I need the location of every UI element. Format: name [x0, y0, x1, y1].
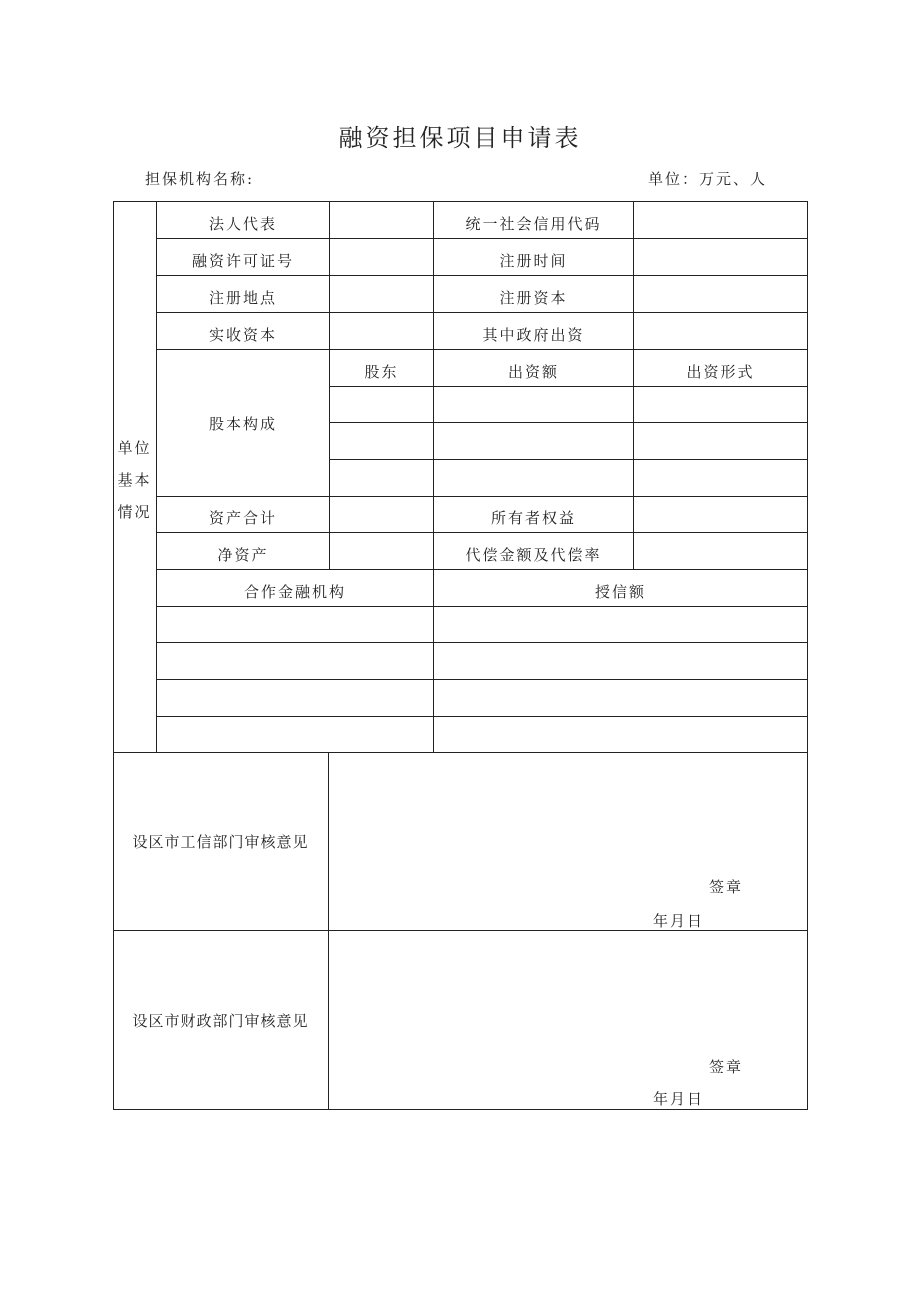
credit-line-cell[interactable] — [434, 643, 807, 679]
section-label-line2: 基本 — [117, 471, 152, 489]
industry-dept-opinion-area[interactable] — [329, 753, 807, 930]
industry-dept-opinion-label: 设区市工信部门审核意见 — [132, 833, 309, 851]
org-name-label: 担保机构名称: — [145, 170, 255, 188]
contribution-form-cell[interactable] — [634, 460, 807, 496]
contribution-amount-cell[interactable] — [434, 423, 633, 459]
finance-seal-label: 签章 — [709, 1058, 744, 1076]
license-no-value[interactable] — [330, 239, 433, 275]
gov-capital-label: 其中政府出资 — [482, 325, 585, 344]
partner-institution-cell[interactable] — [157, 717, 433, 752]
contribution-amount-header: 出资额 — [507, 362, 559, 381]
paid-capital-value[interactable] — [330, 313, 433, 349]
shareholder-cell[interactable] — [330, 387, 433, 422]
gov-capital-value[interactable] — [634, 313, 807, 349]
owner-equity-label: 所有者权益 — [490, 509, 576, 527]
credit-line-cell[interactable] — [434, 717, 807, 752]
legal-rep-value[interactable] — [330, 202, 433, 238]
contribution-form-cell[interactable] — [634, 387, 807, 422]
owner-equity-value[interactable] — [634, 497, 807, 532]
shareholder-cell[interactable] — [330, 423, 433, 459]
compensation-value[interactable] — [634, 533, 807, 569]
reg-place-label: 注册地点 — [208, 288, 277, 307]
finance-dept-opinion-area[interactable] — [329, 931, 807, 1109]
total-assets-value[interactable] — [330, 497, 433, 532]
form-title: 融资担保项目申请表 — [338, 124, 582, 152]
credit-line-header: 授信额 — [594, 582, 646, 601]
equity-structure-label: 股本构成 — [208, 414, 277, 433]
reg-place-value[interactable] — [330, 276, 433, 312]
reg-time-label: 注册时间 — [499, 251, 568, 270]
partner-institution-header: 合作金融机构 — [243, 582, 346, 601]
industry-date-label: 年月日 — [653, 912, 705, 930]
finance-dept-opinion-label: 设区市财政部门审核意见 — [132, 1011, 309, 1030]
reg-capital-value[interactable] — [634, 276, 807, 312]
contribution-form-cell[interactable] — [634, 423, 807, 459]
contribution-amount-cell[interactable] — [434, 460, 633, 496]
credit-code-label: 统一社会信用代码 — [465, 214, 602, 233]
contribution-form-header: 出资形式 — [686, 362, 755, 381]
total-assets-label: 资产合计 — [208, 509, 277, 527]
credit-line-cell[interactable] — [434, 680, 807, 716]
contribution-amount-cell[interactable] — [434, 387, 633, 422]
license-no-label: 融资许可证号 — [191, 251, 294, 270]
unit-label: 单位：万元、人 — [648, 170, 768, 188]
section-label-line1: 单位 — [117, 439, 152, 457]
credit-code-value[interactable] — [634, 202, 807, 238]
section-basic-info-label — [113, 432, 156, 528]
finance-date-label: 年月日 — [653, 1090, 705, 1108]
partner-institution-cell[interactable] — [157, 607, 433, 642]
shareholder-header: 股东 — [364, 362, 399, 381]
compensation-label: 代偿金额及代偿率 — [465, 545, 602, 564]
paid-capital-label: 实收资本 — [208, 325, 277, 344]
reg-time-value[interactable] — [634, 239, 807, 275]
shareholder-cell[interactable] — [330, 460, 433, 496]
industry-seal-label: 签章 — [709, 878, 744, 896]
net-assets-value[interactable] — [330, 533, 433, 569]
legal-rep-label: 法人代表 — [208, 214, 277, 233]
section-label-line3: 情况 — [117, 503, 152, 521]
partner-institution-cell[interactable] — [157, 643, 433, 679]
net-assets-label: 净资产 — [217, 545, 269, 564]
credit-line-cell[interactable] — [434, 607, 807, 642]
partner-institution-cell[interactable] — [157, 680, 433, 716]
reg-capital-label: 注册资本 — [499, 288, 568, 307]
